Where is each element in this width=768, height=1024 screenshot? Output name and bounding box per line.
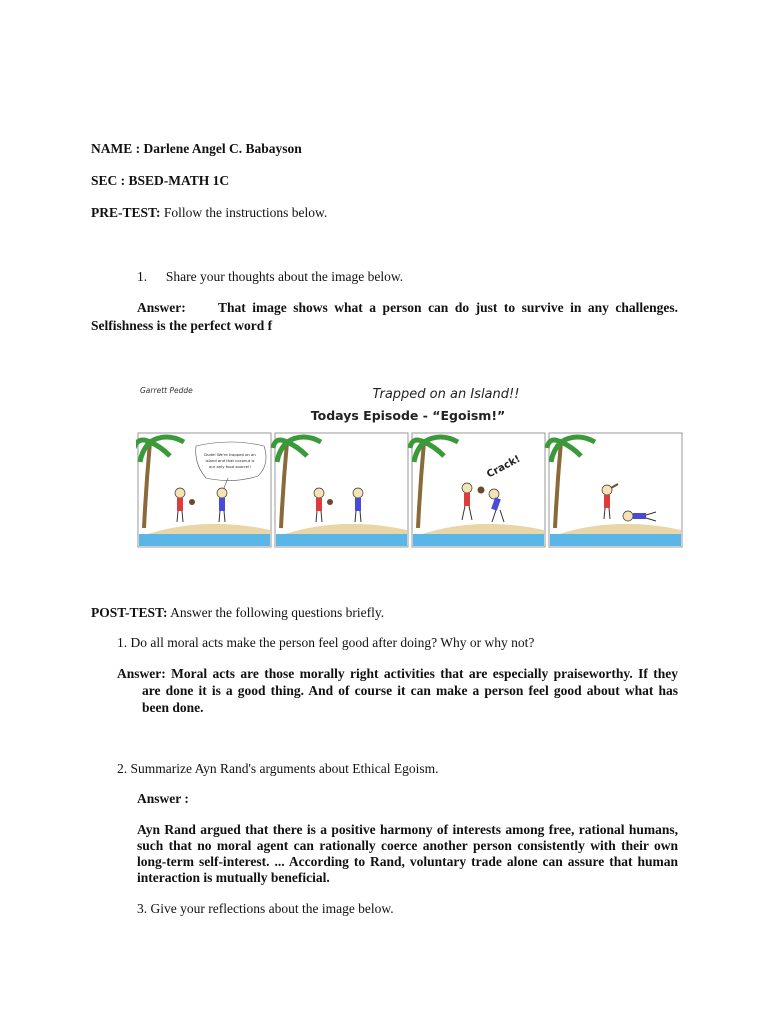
comic-panel-3 (410, 433, 545, 547)
name-value: Darlene Angel C. Babayson (143, 141, 302, 156)
question-text: Share your thoughts about the image below. (165, 269, 404, 284)
posttest-question-2 (117, 760, 439, 777)
comic-panel-2 (273, 433, 408, 547)
question-text: Summarize Ayn Rand's arguments about Ethical Egoism. (130, 761, 439, 776)
posttest-answer-2-line3: long-term self-interest. ... According to Rand, voluntary trade alone can assure that human (137, 854, 678, 869)
question-number: 2. (117, 761, 128, 776)
name-line (91, 140, 302, 157)
posttest-answer-2-line1: Ayn Rand argued that there is a positive harmony of interests among free, rational humans, (137, 822, 678, 837)
sec-line (91, 172, 229, 189)
name-label: NAME : (91, 141, 141, 156)
comic-title: Trapped on an Island!! (372, 387, 520, 402)
speech-bubble-text-2: island and that coconut is (205, 458, 255, 463)
posttest-answer-1-line1: Answer: Moral acts are those morally right activities that are especially praiseworthy. If they (117, 666, 678, 681)
answer-label: Answer: (137, 300, 186, 315)
posttest-label: POST-TEST: (91, 605, 168, 620)
posttest-line (91, 604, 384, 621)
pretest-question-1 (137, 268, 403, 285)
comic-subtitle: Todays Episode - “Egoism!” (310, 408, 506, 423)
question-number: 1. (137, 269, 148, 284)
pretest-label: PRE-TEST: (91, 205, 161, 220)
comic-panel-1 (136, 433, 271, 547)
posttest-answer-1-line2: are done it is a good thing. And of course it can make a person feel good about what has (142, 683, 678, 698)
posttest-answer-2-line2: such that no moral agent can rationally coerce another person consistently with their own (137, 838, 678, 853)
posttest-answer-1-line3: been done. (142, 700, 204, 715)
comic-author: Garrett Pedde (140, 386, 193, 395)
posttest-question-3: 3. Give your reflections about the image below. (137, 901, 394, 916)
posttest-question-1: 1. Do all moral acts make the person feel good after doing? Why or why not? (117, 635, 535, 650)
sec-value: BSED-MATH 1C (128, 173, 230, 188)
speech-bubble-text-1: Dude! We're trapped on an (204, 452, 256, 457)
comic-panel-4 (547, 433, 682, 547)
posttest-instruction: Answer the following questions briefly. (170, 605, 385, 620)
speech-bubble-text-3: our only food source!! (209, 464, 251, 469)
comic-strip (136, 376, 686, 552)
pretest-answer-line2: Selfishness is the perfect word f (91, 318, 273, 333)
pretest-line (91, 204, 327, 221)
pretest-answer-line1 (137, 299, 678, 316)
posttest-answer-2-label: Answer : (137, 791, 189, 806)
posttest-answer-2-line4: interaction is mutually beneficial. (137, 870, 330, 885)
sec-label: SEC : (91, 173, 126, 188)
sound-effect: Crack! (485, 453, 523, 481)
pretest-instruction: Follow the instructions below. (163, 205, 328, 220)
answer-text: That image shows what a person can do just to survive in any challenges. (218, 300, 678, 315)
